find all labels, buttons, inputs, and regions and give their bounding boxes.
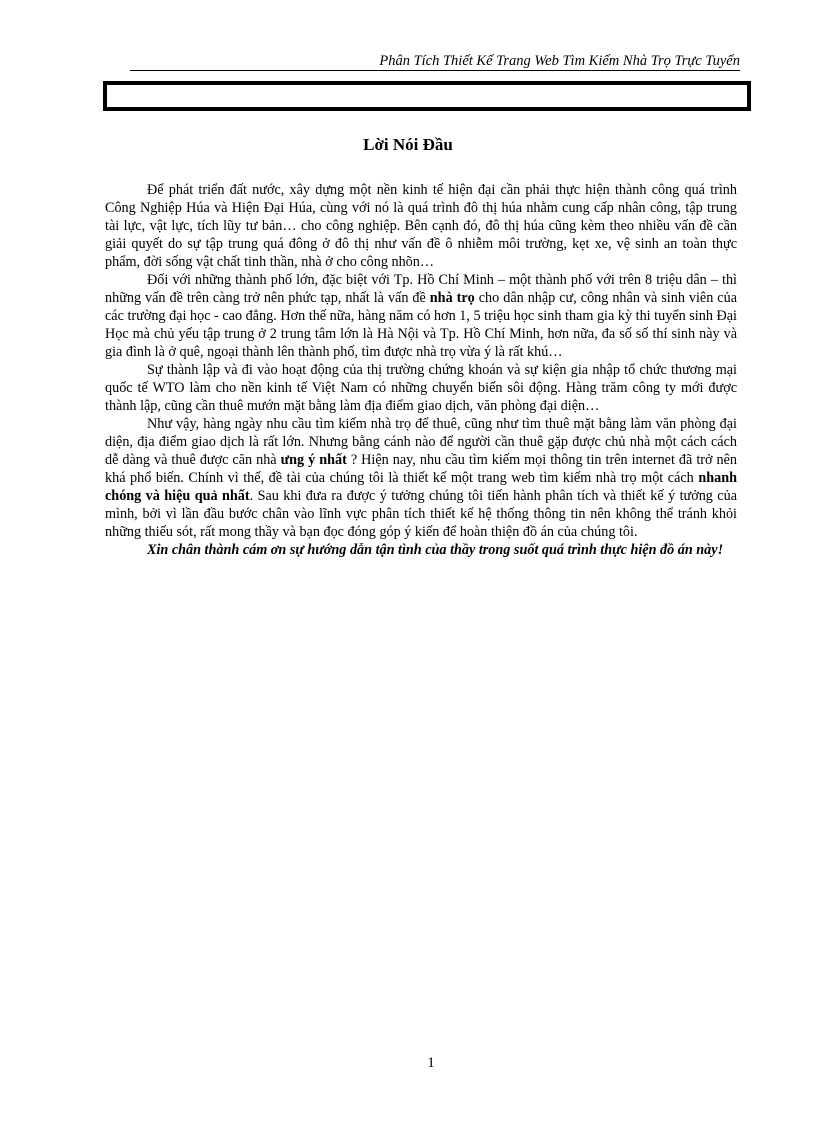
page-title: Lời Nói Đầu xyxy=(363,135,453,154)
paragraph-2-text-b: cho dân nhập cư, công nhân và sinh viên của các trường đại học - cao đẳng. Hơn thế nữa, hàng năm có hơn 1, 5 triệu học sinh tham gia kỳ thi tuyển sinh Đại Học mà chủ yếu tập trung ở 2 trung tâm lớn là Hà Nội và Tp. Hồ Chí Minh, hơn nữa, đa số số thí sinh này và gia đình là ở quê, ngoại thành lên thành phố, tìm được nhà trọ vừa ý là rất khú… xyxy=(105,290,737,360)
page-number: 1 xyxy=(427,1055,435,1071)
paragraph-4 xyxy=(105,415,737,541)
paragraph-4-bold-1: ưng ý nhất xyxy=(280,452,347,468)
paragraph-2-text-a: Đối với những thành phố lớn, đặc biệt với Tp. Hồ Chí Minh – một thành phố với trên 8 triệu dân – thì những vấn đề trên càng trở nên phức tạp, nhất là vấn đề xyxy=(105,272,737,306)
header-title: Phân Tích Thiết Kế Trang Web Tìm Kiếm Nhà Trọ Trực Tuyến xyxy=(379,53,740,69)
paragraph-2-bold: nhà trọ xyxy=(429,290,475,306)
paragraph-2 xyxy=(105,271,737,361)
closing-paragraph: Xin chân thành cám ơn sự hướng dẫn tận tình của thầy trong suốt quá trình thực hiện đồ án này! xyxy=(147,542,724,558)
paragraph-4-text-a: Như vậy, hàng ngày nhu cầu tìm kiếm nhà trọ để thuê, cũng như tìm thuê mặt bằng làm văn phòng đại diện, địa điểm giao dịch là rất lớn. Nhưng bằng cánh nào để người cần thuê gặp được chủ nhà một cách cách dễ dàng và thuê được căn nhà xyxy=(105,416,737,468)
header-frame-box xyxy=(103,81,751,111)
paragraph-4-text-b: ? Hiện nay, nhu cầu tìm kiếm mọi thông tin trên internet đã trở nên khá phổ biến. Chính vì thế, đề tài của chúng tôi là thiết kế một trang web tìm kiếm nhà trọ một cách xyxy=(105,452,737,486)
page-header xyxy=(130,52,740,71)
paragraph-3: Sự thành lập và đi vào hoạt động của thị trường chứng khoán và sự kiện gia nhập tổ chức thương mại quốc tế WTO làm cho nền kinh tế Việt Nam có những chuyển biến sôi động. Hàng trăm công ty mới được thành lập, cũng cần thuê mướn mặt bằng làm địa điểm giao dịch, văn phòng đại diện… xyxy=(105,362,737,414)
paragraph-1: Để phát triển đất nước, xây dựng một nền kinh tế hiện đại cần phải thực hiện thành công quá trình Công Nghiệp Húa và Hiện Đại Húa, cùng với nó là quá trình đô thị húa nhằm cung cấp nhân công, tập trung tài lực, vật lực, tích lũy tư bản… cho công nghiệp. Bên cạnh đó, đô thị húa cũng kèm theo nhiều vấn đề cần giải quyết do sự tập trung quá đông ở đô thị như vấn đề ô nhiễm môi trường, kẹt xe, vệ sinh an toàn thực phẩm, đời sống vật chất tinh thần, nhà ở cho công nhõn… xyxy=(105,182,737,270)
paragraph-4-bold-2: nhanh chóng và hiệu quả nhất xyxy=(105,470,737,504)
body-text xyxy=(105,181,737,559)
paragraph-4-text-c: . Sau khi đưa ra được ý tưởng chúng tôi tiến hành phân tích và thiết kế ý tưởng của mình, bởi vì lần đầu bước chân vào lĩnh vực phân tích thiết kế hệ thống thông tin nên không thể tránh khỏi những thiếu sót, rất mong thầy và bạn đọc đóng góp ý kiến để hoàn thiện đồ án của chúng tôi. xyxy=(105,488,737,540)
